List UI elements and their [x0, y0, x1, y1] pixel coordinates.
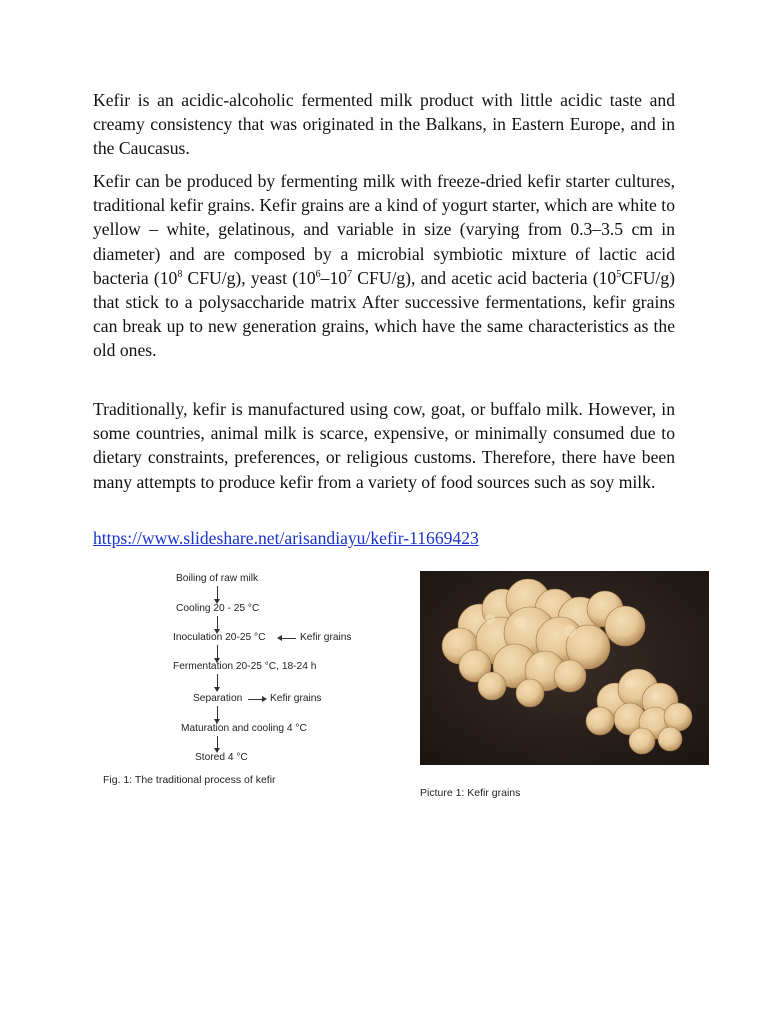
- flow-connector: [217, 736, 218, 749]
- arrow-down-icon: [214, 658, 220, 663]
- flow-connector: [217, 706, 218, 720]
- superscript-exponent: 6: [315, 268, 321, 280]
- arrow-down-icon: [214, 748, 220, 753]
- photo-caption: Picture 1: Kefir grains: [420, 787, 521, 799]
- flow-input-kefir-grains: Kefir grains: [300, 632, 352, 643]
- flow-connector: [217, 645, 218, 659]
- flow-step-stored: Stored 4 °C: [195, 752, 248, 763]
- flow-step-boiling: Boiling of raw milk: [176, 573, 259, 584]
- arrow-down-icon: [214, 687, 220, 692]
- paragraph-production-text-e: CFU/g) that stick to a polysaccharide matrix After successive fermentations, kefir grains can break up to new generation grains, which have the same characteristics as the old ones.: [93, 267, 675, 361]
- arrow-left-icon: [277, 635, 282, 641]
- flow-connector: [217, 674, 218, 688]
- superscript-exponent: 5: [616, 268, 622, 280]
- flow-connector: [282, 638, 296, 639]
- kefir-grains-photo: [420, 571, 709, 765]
- paragraph-production-text-d: CFU/g), and acetic acid bacteria (10: [352, 267, 617, 288]
- flow-connector: [248, 699, 262, 700]
- flow-step-maturation: Maturation and cooling 4 °C: [181, 723, 307, 734]
- figure-caption: Fig. 1: The traditional process of kefir: [103, 774, 276, 786]
- arrow-down-icon: [214, 719, 220, 724]
- arrow-down-icon: [214, 599, 220, 604]
- paragraph-production-text-c: –10: [320, 267, 348, 288]
- arrow-right-icon: [262, 696, 267, 702]
- paragraph-production-text-a: Kefir can be produced by fermenting milk with freeze-dried kefir starter cultures, traditional kefir grains. Kefir grains are a kind of yogurt starter, which are white to yellow – white, gelatinous, and variable in size (varying from 0.3–3.5 cm in diameter) and are composed by a microbial symbiotic mixture of lactic acid bacteria (10: [93, 171, 675, 288]
- superscript-exponent: 7: [347, 268, 353, 280]
- flow-connector: [217, 616, 218, 630]
- paragraph-intro: Kefir is an acidic-alcoholic fermented milk product with little acidic taste and creamy consistency that was originated in the Balkans, in Eastern Europe, and in the Caucasus.: [93, 90, 675, 159]
- source-link[interactable]: https://www.slideshare.net/arisandiayu/kefir-11669423: [93, 528, 479, 548]
- flow-step-inoculation: Inoculation 20-25 °C: [173, 632, 266, 643]
- flow-step-separation: Separation: [193, 693, 243, 704]
- superscript-exponent: 8: [177, 268, 183, 280]
- flow-output-kefir-grains: Kefir grains: [270, 693, 322, 704]
- flow-step-cooling: Cooling 20 - 25 °C: [176, 603, 260, 614]
- arrow-down-icon: [214, 629, 220, 634]
- paragraph-production: [93, 169, 675, 363]
- paragraph-tradition: Traditionally, kefir is manufactured using cow, goat, or buffalo milk. However, in some countries, animal milk is scarce, expensive, or minimally consumed due to dietary constraints, preferences, or religious customs. Therefore, there have been many attempts to produce kefir from a variety of food sources such as soy milk.: [93, 399, 675, 492]
- flow-connector: [217, 586, 218, 600]
- paragraph-production-text-b: CFU/g), yeast (10: [182, 267, 316, 288]
- flow-step-fermentation: Fermentation 20-25 °C, 18-24 h: [173, 661, 317, 672]
